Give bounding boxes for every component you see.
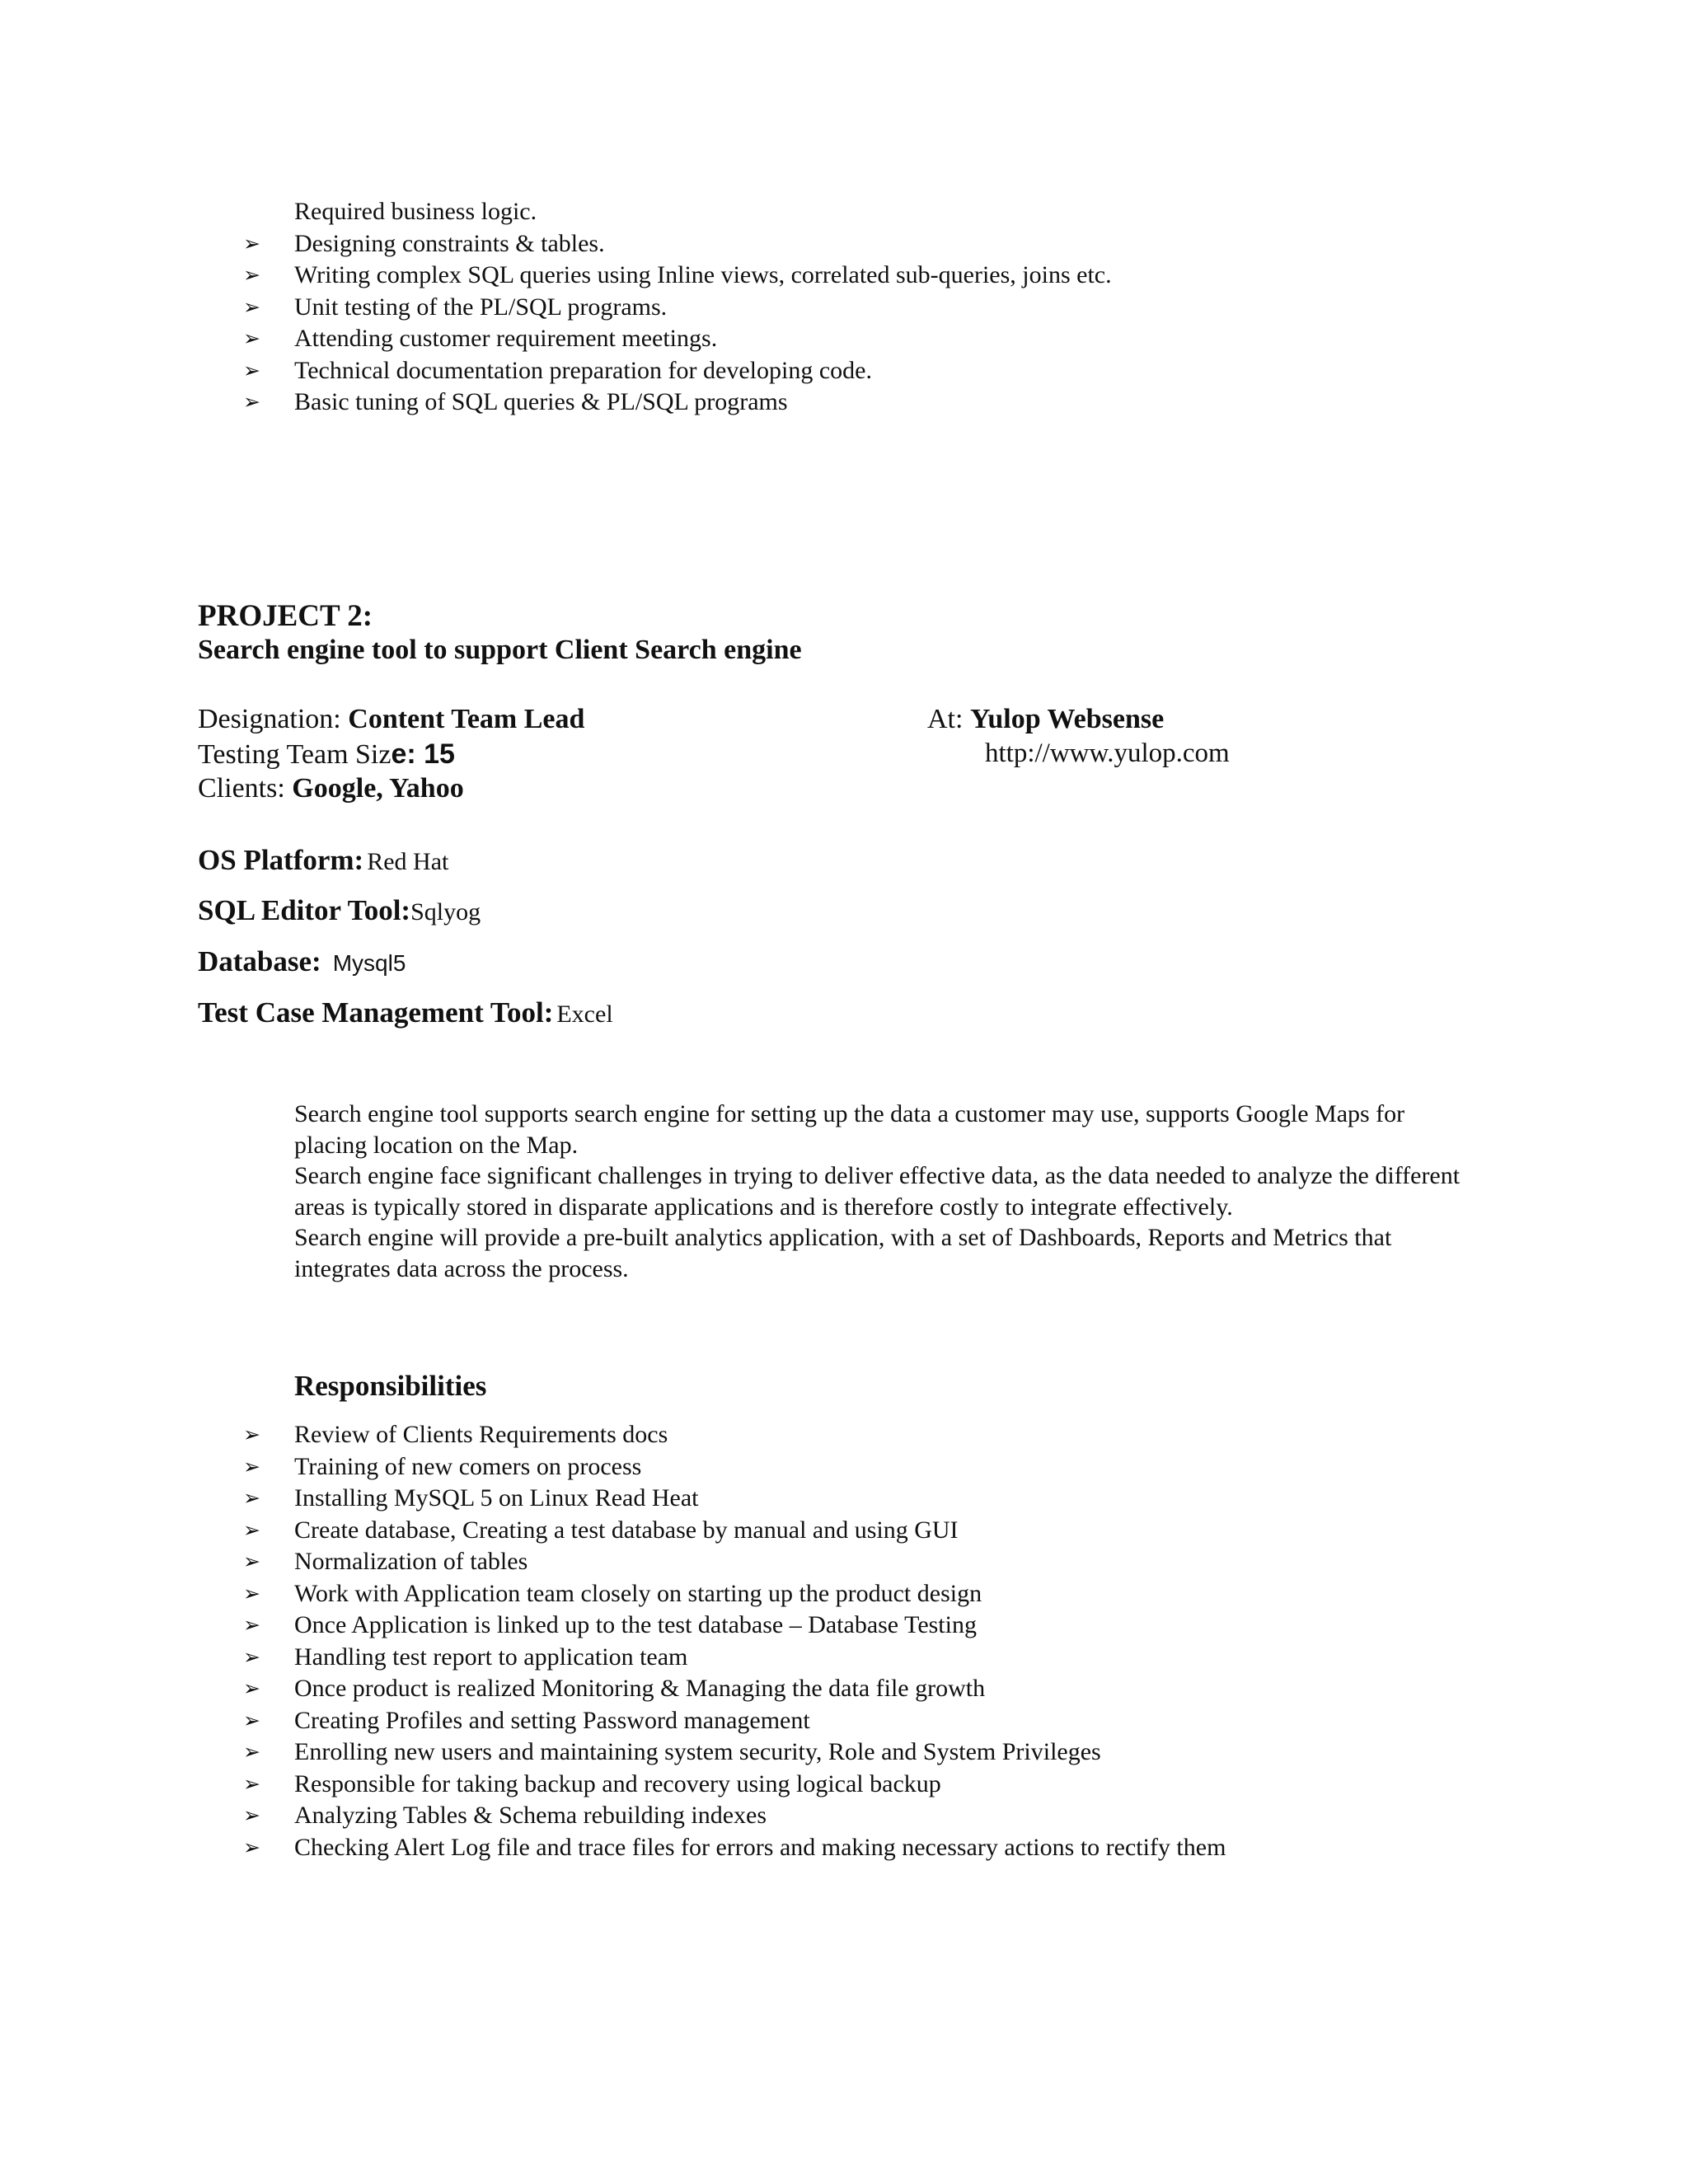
description-paragraph: Search engine will provide a pre-built analytics application, with a set of Dashboards, Reports and Metrics that integrates data across the process. [294, 1224, 1392, 1282]
os-platform [198, 844, 448, 877]
description-paragraph: Search engine tool supports search engine for setting up the data a customer may use, supports Google Maps for placing location on the Map. [294, 1100, 1405, 1159]
sql-editor-label: SQL Editor Tool: [198, 894, 411, 926]
arrow-bullet-icon: ➢ [243, 390, 260, 414]
company-value: Yulop Websense [969, 704, 1165, 734]
responsibilities-heading: Responsibilities [294, 1370, 487, 1402]
arrow-bullet-icon: ➢ [243, 1771, 260, 1796]
project-title: PROJECT 2: [198, 599, 373, 633]
team-size-value: e: 15 [391, 738, 455, 770]
arrow-bullet-icon: ➢ [243, 231, 260, 255]
sql-editor-value: Sqlyog [410, 898, 481, 926]
arrow-bullet-icon: ➢ [243, 1676, 260, 1700]
clients-label: Clients: [198, 773, 285, 804]
arrow-bullet-icon: ➢ [243, 1740, 260, 1764]
os-platform-label: OS Platform: [198, 844, 364, 876]
team-size-field [198, 738, 455, 771]
designation-label: Designation: [198, 704, 341, 734]
company-label: At: [927, 704, 964, 734]
designation-field [198, 704, 584, 735]
arrow-bullet-icon: ➢ [243, 358, 260, 382]
arrow-bullet-icon: ➢ [243, 1454, 260, 1479]
database-label: Database: [198, 945, 321, 977]
project-description [294, 1099, 1481, 1284]
arrow-bullet-icon: ➢ [243, 1581, 260, 1605]
clients-field [198, 773, 464, 804]
team-size-label: Testing Team Siz [198, 739, 392, 770]
project-subtitle: Search engine tool to support Client Search engine [198, 635, 802, 665]
database [198, 945, 406, 978]
arrow-bullet-icon: ➢ [243, 1644, 260, 1669]
arrow-bullet-icon: ➢ [243, 1486, 260, 1510]
clients-value: Google, Yahoo [292, 773, 464, 804]
arrow-bullet-icon: ➢ [243, 1613, 260, 1637]
arrow-bullet-icon: ➢ [243, 1517, 260, 1542]
database-value: Mysql5 [332, 950, 406, 976]
os-platform-value: Red Hat [367, 848, 449, 875]
test-case-management-tool [198, 996, 613, 1029]
arrow-bullet-icon: ➢ [243, 1708, 260, 1732]
arrow-bullet-icon: ➢ [243, 263, 260, 287]
arrow-bullet-icon: ➢ [243, 1549, 260, 1573]
test-case-tool-value: Excel [556, 1001, 613, 1028]
document-page: Required business logic. ➢ Designing constraints & tables. ➢ Writing complex SQL queries using Inline views, correlated sub-queries, joins etc. ➢ Unit testing of the PL/SQL programs. ➢ Attending customer requirement meetings. ➢ Technical documentation preparation for developing code. ➢ Basic tuning of SQL queries & PL/SQL programs PROJECT 2: Search engine tool to support Client Search engine Designation: Content Team Lead Testing Team Size: 15 Clients: Google, Yahoo At: Yulop Websense http://www.yulop.com OS Platform: Red Hat SQL Editor Tool:Sqlyog Database: Mysql5 Test Case Management Tool: Excel Search engine tool supports search engine for setting up the data a customer may use, supports Google Maps for placing location on the Map. Search engine face significant challenges in trying to deliver effective data, as the data needed to analyze the different areas is typically stored in disparate applications and is therefore costly to integrate effectively. Search engine will provide a pre-built analytics application, with a set of Dashboards, Reports and Metrics that integrates data across the process. Responsibilities ➢ Review of Clients Requirements docs ➢ Training of new comers on process ➢ Installing MySQL 5 on Linux Read Heat ➢ Create database, Creating a test database by manual and using GUI ➢ Normalization of tables ➢ Work with Application team closely on starting up the product design ➢ Once Application is linked up to the test database – Database Testing ➢ Handling test report to application team ➢ Once product is realized Monitoring & Managing the data file growth ➢ Creating Profiles and setting Password management ➢ Enrolling new users and maintaining system security, Role and System Privileges ➢ Responsible for taking backup and recovery using logical backup ➢ Analyzing Tables & Schema rebuilding indexes ➢ Checking Alert Log file and trace files for errors and making necessary actions to rectify them [0, 0, 1688, 2184]
arrow-bullet-icon: ➢ [243, 1803, 260, 1827]
arrow-bullet-icon: ➢ [243, 294, 260, 319]
arrow-bullet-icon: ➢ [243, 1835, 260, 1859]
company-field [927, 704, 1164, 735]
description-paragraph: Search engine face significant challenges in trying to deliver effective data, as the data needed to analyze the different areas is typically stored in disparate applications and is therefore costly to integrate effectively. [294, 1162, 1461, 1221]
sql-editor-tool [198, 894, 481, 927]
arrow-bullet-icon: ➢ [243, 326, 260, 350]
test-case-tool-label: Test Case Management Tool: [198, 996, 554, 1029]
arrow-bullet-icon: ➢ [243, 1422, 260, 1446]
designation-value: Content Team Lead [348, 704, 585, 734]
company-website: http://www.yulop.com [985, 738, 1230, 768]
